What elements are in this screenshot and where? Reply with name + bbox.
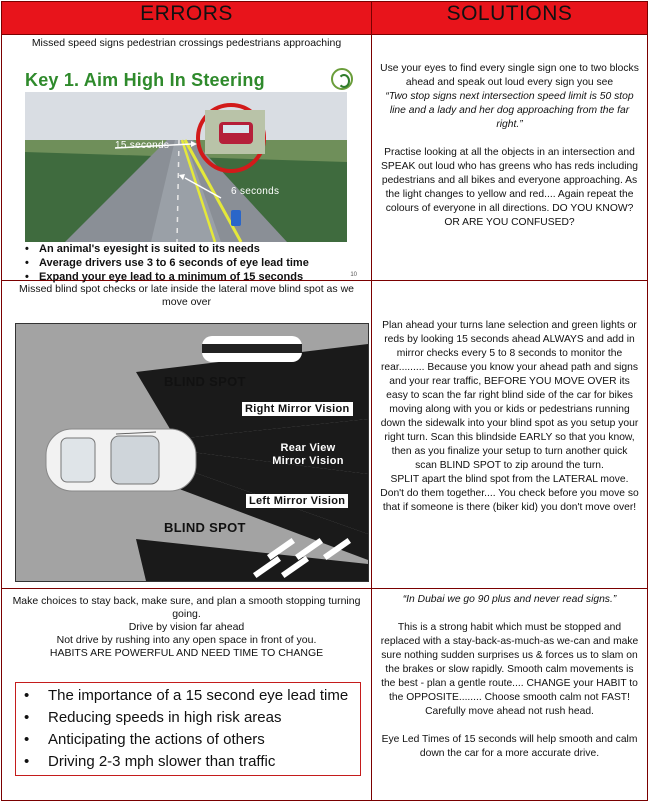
row2-solution <box>372 281 647 515</box>
road-scene-illustration <box>25 92 347 242</box>
speed-tips-list <box>15 682 361 776</box>
list-item: • Anticipating the actions of others <box>24 731 265 748</box>
rear-view-line-1: Rear View <box>280 442 336 454</box>
row1-error-cell <box>2 35 372 281</box>
list-item-text: Driving 2-3 mph slower than traffic <box>48 753 276 770</box>
slide-bullet: • Average drivers use 3 to 6 seconds of eye lead time <box>25 257 309 269</box>
blind-spot-top-label: BLIND SPOT <box>164 374 246 389</box>
row3-solution-quote: “In Dubai we go 90 plus and never read signs.” <box>402 594 617 605</box>
row3-error-cell <box>2 589 372 801</box>
blind-spot-bottom-label: BLIND SPOT <box>164 520 246 535</box>
row3-caption <box>2 589 371 660</box>
rear-view-line-2: Mirror Vision <box>272 455 344 467</box>
list-item-text: Anticipating the actions of others <box>48 731 265 748</box>
row1-solution <box>372 35 647 230</box>
rear-view-label <box>268 442 348 468</box>
row1-caption: Missed speed signs pedestrian crossings pedestrians approaching <box>31 37 342 49</box>
left-mirror-label: Left Mirror Vision <box>246 494 348 508</box>
row3-caption-line-1: Make choices to stay back, make sure, and plan a smooth stopping turning going. <box>12 595 361 620</box>
row1-solution-quote: “Two stop signs next intersection speed limit is 50 stop line and a lady and her dog approaching from the far right.” <box>385 91 634 130</box>
errors-header: ERRORS <box>2 2 372 35</box>
blind-spot-diagram <box>15 323 369 582</box>
list-item: • Reducing speeds in high risk areas <box>24 709 282 726</box>
slide-bullet: • Expand your eye lead to a minimum of 15 seconds <box>25 271 304 283</box>
row3-solution <box>372 589 647 761</box>
row1-solution-p1: Use your eyes to find every single sign one to two blocks ahead and speak out loud every sign you see <box>380 63 639 88</box>
list-item: • Driving 2-3 mph slower than traffic <box>24 753 276 770</box>
right-mirror-label: Right Mirror Vision <box>242 402 353 416</box>
row2-caption: Missed blind spot checks or late inside the lateral move blind spot as we move over <box>18 283 354 308</box>
list-item-text: The importance of a 15 second eye lead time <box>48 687 349 704</box>
list-item: • The importance of a 15 second eye lead time <box>24 687 349 704</box>
slide-title: Key 1. Aim High In Steering <box>25 70 265 90</box>
slide-bullet-text: Average drivers use 3 to 6 seconds of eye lead time <box>39 257 309 269</box>
label-6-seconds: 6 seconds <box>231 186 280 197</box>
row1-solution-cell <box>372 35 648 281</box>
slide-bullet: • An animal's eyesight is suited to its needs <box>25 243 260 255</box>
row3-solution-cell <box>372 589 648 801</box>
row2-solution-p1: Plan ahead your turns lane selection and green lights or reds by looking 15 seconds ahead ALWAYS and add in mirror checks every 5 to 8 seconds to monitor the rear......... Because you know your ahead path and signs and your rear traffic, BEFORE YOU MOVE OVER its easy to scan the far right blind side of the car for bikes moving along with you or kids or pedestrians running down the sidewalk into your blind spot as you setup your right turn. Scan this blindside EARLY so that you know, then as you finalize your setup to turn another quick scan BLIND SPOT to zip around the turn. <box>380 320 639 471</box>
aim-high-slide <box>19 56 359 283</box>
row3-caption-line-2: Drive by vision far ahead <box>128 621 245 633</box>
list-item-text: Reducing speeds in high risk areas <box>48 709 282 726</box>
row1-solution-p2: Practise looking at all the objects in an intersection and SPEAK out loud who has greens who has reds including pedestrians and all bikes and everyone approaching. As the light changes to yellow and red.... Again repeat the colours of everyone in all directions. DO YOU KNOW? OR ARE YOU CONFUSED? <box>380 147 638 228</box>
row3-caption-line-3: Not drive by rushing into any open space in front of you. <box>56 634 317 646</box>
row2-error-cell <box>2 281 372 589</box>
row3-caption-line-4: HABITS ARE POWERFUL AND NEED TIME TO CHANGE <box>49 647 324 659</box>
label-15-seconds: 15 seconds <box>115 140 170 151</box>
slide-page-number: 10 <box>350 272 357 278</box>
row3-solution-p1: This is a strong habit which must be stopped and replaced with a stay-back-as-much-as we-can and make sure nothing sudden surprises us & forces us to slam on the brakes or slow rapidly. Smooth calm movements is the best - plan a gentle route.... CHANGE your HABIT to the OPPOSITE........ Choose smooth calm not FAST! Carefully move ahead not rush head. <box>380 622 639 717</box>
slide-bullet-text: An animal's eyesight is suited to its needs <box>39 243 260 255</box>
logo-icon <box>331 68 353 90</box>
row2-solution-cell <box>372 281 648 589</box>
row2-solution-p2: SPLIT apart the blind spot from the LATERAL move. Don't do them together.... You check before you move so that if someone is there (biker kid) you don't move over! <box>380 474 639 513</box>
slide-bullet-text: Expand your eye lead to a minimum of 15 seconds <box>39 271 304 283</box>
row3-solution-p2: Eye Led Times of 15 seconds will help smooth and calm down the car for a more accurate drive. <box>381 734 638 759</box>
errors-solutions-table <box>1 1 648 801</box>
solutions-header: SOLUTIONS <box>372 2 648 35</box>
